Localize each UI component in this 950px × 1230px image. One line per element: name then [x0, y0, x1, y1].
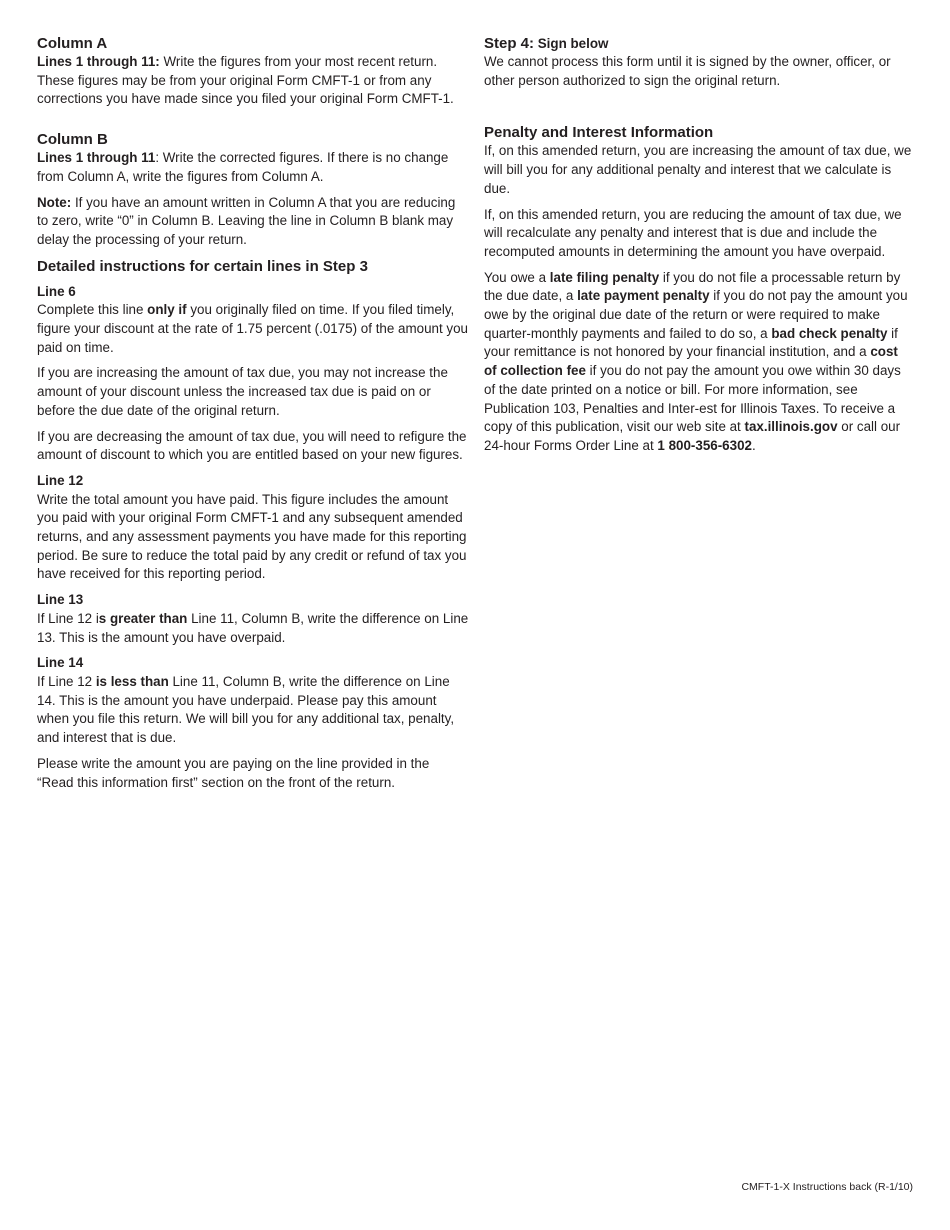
- line-12-section: [37, 472, 469, 584]
- step-4-label: Step 4:: [484, 35, 535, 52]
- step-4-section: [484, 34, 914, 90]
- line-13-text-c: Line 11, Column B, write the difference on Line 13. This is the amount you have overpaid.: [37, 610, 469, 645]
- line-14-text-c: Line 11, Column B, write the difference on Line 14. This is the amount you have underpaid. Please pay this amount when you file this return. We will bill you for any additional tax, penalty, and interest that is due.: [37, 673, 455, 746]
- line-14-paragraph-2: Please write the amount you are paying on the line provided in the “Read this information first” section on the front of the return.: [37, 755, 430, 790]
- cost-of-collection-fee-term: cost of collection fee: [484, 344, 898, 379]
- line-6-heading: Line 6: [37, 283, 76, 299]
- right-column: [484, 34, 914, 456]
- line-14-text-a: If Line 12: [37, 673, 96, 689]
- column-b-lines-text: : Write the corrected figures. If there is no change from Column A, write the figures from Column A.: [37, 150, 449, 184]
- left-column: [37, 34, 469, 792]
- line-14-heading: Line 14: [37, 655, 84, 671]
- column-b-section: [37, 130, 469, 250]
- column-b-lines-label: Lines 1 through 11: [37, 150, 156, 166]
- step-4-heading: [484, 34, 914, 53]
- penalty-text-11: or call our 24-hour Forms Order Line at: [484, 419, 901, 453]
- column-b-heading: Column B: [37, 131, 108, 149]
- line-13-section: [37, 591, 469, 647]
- detailed-instructions-heading: Detailed instructions for certain lines in Step 3: [37, 257, 368, 275]
- column-a-heading: Column A: [37, 35, 108, 52]
- penalty-interest-heading: Penalty and Interest Information: [484, 124, 714, 142]
- late-filing-penalty-term: late filing penalty: [549, 269, 660, 285]
- column-a-section: [37, 34, 469, 109]
- line-12-heading: Line 12: [37, 472, 84, 488]
- penalty-text-9: if you do not pay the amount you owe within 30 days of the date printed on a notice or bill. For more information, see Publication 103, Penalties and Inter-est for Illinois Taxes. To receive a copy of this publication, visit our web site at: [484, 363, 901, 435]
- line-14-emphasis: is less than: [95, 673, 169, 689]
- step-4-title: Sign below: [534, 36, 609, 51]
- line-6-emphasis: only if: [147, 302, 187, 318]
- line-13-heading: Line 13: [37, 592, 84, 608]
- column-b-text: [37, 149, 469, 186]
- website-text: tax.illinois.gov: [744, 419, 838, 435]
- penalty-paragraph-1: If, on this amended return, you are increasing the amount of tax due, we will bill you for any additional penalty and interest that we calculate is due.: [484, 143, 912, 196]
- penalty-text-3: if you do not file a processable return by the due date, a: [484, 269, 901, 304]
- line-6-section: [37, 283, 469, 465]
- line-13-text-a: If Line 12 i: [37, 610, 99, 626]
- column-a-text: [37, 53, 469, 109]
- penalty-paragraph-2: If, on this amended return, you are reducing the amount of tax due, we will recalculate any penalty and interest that is due and include the recomputed amounts in determining the amount you have overpaid.: [484, 206, 902, 259]
- line-6-paragraph-3: If you are decreasing the amount of tax due, you will need to refigure the amount of discount to which you are entitled based on your new figures.: [37, 428, 467, 463]
- line-14-section: [37, 654, 469, 792]
- late-payment-penalty-term: late payment penalty: [577, 288, 710, 304]
- line-6-paragraph-1: [37, 301, 469, 357]
- line-6-paragraph-2: If you are increasing the amount of tax due, you may not increase the amount of your discount unless the increased tax due is paid on or before the due date of the original return.: [37, 365, 448, 418]
- column-b-note: [37, 194, 469, 250]
- line-6-text-c: you originally filed on time. If you filed timely, figure your discount at the rate of 1.75 percent (.0175) of the amount you paid on time.: [37, 302, 468, 355]
- penalty-text-7: if your remittance is not honored by your financial institution, and a: [484, 325, 898, 360]
- page-footer: CMFT-1-X Instructions back (R-1/10): [741, 1181, 913, 1193]
- penalty-text-13: .: [751, 437, 756, 453]
- forms-order-phone: 1 800-356-6302: [657, 437, 752, 453]
- column-a-lines-label: Lines 1 through 11:: [37, 54, 160, 69]
- penalty-paragraph-3: [484, 269, 914, 456]
- penalty-interest-section: [484, 123, 914, 455]
- penalty-text-5: if you do not pay the amount you owe by the original due date of the return or were required to make quarter-monthly payments and failed to do so, a: [484, 288, 908, 341]
- column-a-lines-text: Write the figures from your most recent return. These figures may be from your original Form CMFT-1 or from any corrections you have made since you filed your original Form CMFT-1.: [37, 54, 454, 107]
- line-6-text-a: Complete this line: [37, 302, 148, 318]
- note-text: If you have an amount written in Column A that you are reducing to zero, write “0” in Column B. Leaving the line in Column B blank may delay the processing of your return.: [37, 194, 456, 247]
- step-4-text: We cannot process this form until it is signed by the owner, officer, or other person authorized to sign the original return.: [484, 54, 891, 88]
- note-label: Note:: [37, 194, 72, 210]
- line-13-emphasis: s greater than: [98, 610, 188, 626]
- penalty-text-1: You owe a: [484, 269, 550, 285]
- line-12-paragraph: Write the total amount you have paid. This figure includes the amount you paid with your original Form CMFT-1 and any subsequent amended returns, and any assessment payments you have made for this reporting period. Be sure to reduce the total paid by any credit or refund of tax you have received for this reporting period.: [37, 491, 467, 582]
- line-14-paragraph-1: [37, 673, 469, 748]
- bad-check-penalty-term: bad check penalty: [771, 325, 888, 341]
- line-13-paragraph: [37, 610, 469, 647]
